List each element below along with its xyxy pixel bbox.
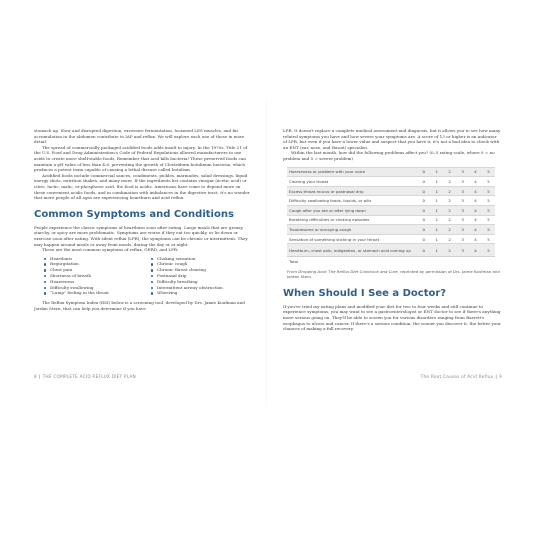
symptom-question: Difficulty swallowing foods, liquids, or pills [287,196,417,206]
page-number: 8 [34,375,37,380]
symptom-item: Regurgitation [44,261,145,267]
rating-value: 0 [417,205,430,215]
credit-source: From Dropping Acid: The Reflux Diet Cookbook and Cure, [287,268,400,274]
rating-value: 4 [469,234,482,244]
rating-value: 3 [456,186,469,196]
rating-value: 3 [456,215,469,225]
rating-value: 2 [443,205,456,215]
paragraph: stomach up. Slow and disrupted digestion, excessive fermentation, loosened LES muscles, and fat accumulation in the abdomen contribute to IAP and reflux. We will explore each one of those in more detail. [34,128,245,145]
rating-value: 1 [430,177,443,187]
right-footer [421,375,502,380]
rating-value: 5 [482,186,495,196]
symptom-item: Chronic cough [151,261,252,267]
total-label: Total [287,257,495,266]
rating-value: 1 [430,196,443,206]
paragraph: The spread of commercially packaged acidified foods adds insult to injury. In the 1970s, Title 21 of the U.S. Food and Drug Administration's Code of Federal Regulations allowed manufacturers to use acids to create more shelf-stable foods. Remember that acid kills bacteria! These preserved foods can maintain a pH value of less than 4.6, preventing the growth of Clostridium botulinum bacteria, which produces a potent toxin capable of causing a lethal disease called botulism. [34,144,248,173]
symptom-item: Heartburn [44,256,145,262]
rating-value: 5 [482,234,495,244]
rating-value: 5 [482,244,495,257]
rating-value: 0 [417,215,430,225]
rating-value: 1 [430,225,443,235]
rating-value: 3 [456,196,469,206]
rating-value: 2 [443,225,456,235]
rating-value: 4 [469,205,482,215]
symptom-item: Choking sensation [151,256,252,262]
rating-value: 0 [417,234,430,244]
table-row [287,177,495,187]
symptom-item: Chronic throat clearing [151,267,252,273]
section-heading: Common Symptoms and Conditions [34,208,234,220]
running-title: The Root Causes of Acid Reflux [420,375,494,380]
rating-value: 2 [443,215,456,225]
table-row [287,186,495,196]
rating-value: 0 [417,167,430,177]
rating-value: 4 [469,225,482,235]
table-total-row [287,257,495,266]
rating-value: 1 [430,234,443,244]
symptom-question: Excess throat mucus or postnasal drip [287,186,417,196]
table-row [287,215,495,225]
table-row [287,225,495,235]
rating-value: 2 [443,196,456,206]
symptom-item: Postnasal drip [151,273,252,279]
rating-value: 1 [430,167,443,177]
table-row [287,234,495,244]
symptom-item: Shortness of breath [44,273,145,279]
rating-value: 2 [443,167,456,177]
symptom-question: Breathing difficulties or choking episodes [287,215,417,225]
rating-value: 0 [417,177,430,187]
rating-value: 2 [443,234,456,244]
rating-value: 4 [469,244,482,257]
paragraph: LPR. It doesn't replace a complete medical assessment and diagnosis, but it allows you to see how many related symptoms you have and how severe your symptoms are. A score of 13 or higher is an indicator of LPR, but even if you have a lower value and suspect that you have it, it's not a bad idea to check with an ENT (ear, nose, and throat) specialist. [283,128,501,150]
rating-value: 3 [456,225,469,235]
symptom-question: Hoarseness or problem with your voice [287,167,417,177]
paragraph: Within the last month, how did the following problems affect you? (0–5 rating scale, where 0 = no problem and 5 = severe problem) [283,150,495,161]
reflux-symptom-index-table [287,167,495,266]
paragraph: People experience the classic symptoms of heartburn soon after eating. Large meals that are greasy, starchy, or spicy are more problematic. Symptoms are worse if they eat too quickly, or lie down or exercise soon after eating. With silent reflux (LPR), the symptoms can be chronic or intermittent. They may happen around meals or away from meals, during the day or at night. [34,224,248,247]
page-number: 9 [499,375,502,380]
rating-value: 0 [417,244,430,257]
table-row [287,244,495,257]
symptom-item: Hoarseness [44,279,145,285]
rating-value: 1 [430,215,443,225]
symptom-question: Heartburn, chest pain, indigestion, or stomach acid coming up [287,244,417,257]
symptom-item: Wheezing [151,290,252,296]
paragraph: The Reflux Symptom Index (RSI) below is a screening tool, developed by Drs. Jamie Koufman and Jordan Stern, that can help you determine if you have [34,300,245,311]
symptom-question: Clearing your throat [287,177,417,187]
paragraph: These are the most common symptoms of reflux, GERD, and LPR: [42,247,179,253]
rating-value: 5 [482,225,495,235]
rating-value: 5 [482,196,495,206]
symptom-item: Difficulty swallowing [44,285,145,291]
rating-value: 4 [469,186,482,196]
left-page [34,128,252,311]
paragraph: If you've tried my eating plans and modified your diet for two to four weeks and still continue to experience symptoms, you may want to see a gastroenterologist or ENT doctor to see if there's anything more serious going on. They'll be able to screen you for various disorders ranging from Barrett's esophagus to ulcers and cancer. If there's a serious condition, the sooner you discover it, the better your chances of making a full recovery. [283,303,501,332]
footer-separator: | [38,375,41,380]
rating-value: 1 [430,205,443,215]
rating-value: 3 [456,177,469,187]
symptom-item: “Lump” feeling in the throat [44,290,145,296]
right-page [283,128,501,332]
rating-value: 4 [469,215,482,225]
rating-value: 4 [469,177,482,187]
rating-value: 5 [482,177,495,187]
rating-value: 1 [430,186,443,196]
table-row [287,196,495,206]
symptom-item: Chest pain [44,267,145,273]
symptom-list [44,256,252,297]
rating-value: 0 [417,196,430,206]
rating-value: 5 [482,167,495,177]
rating-value: 2 [443,186,456,196]
rating-value: 4 [469,196,482,206]
rating-value: 5 [482,205,495,215]
symptom-question: Cough after you ate or after lying down [287,205,417,215]
rating-value: 4 [469,167,482,177]
symptom-item: Intermittent airway obstruction [151,285,252,291]
rating-value: 0 [417,225,430,235]
running-title: THE COMPLETE ACID REFLUX DIET PLAN [42,375,136,380]
rating-value: 5 [482,215,495,225]
rating-value: 1 [430,244,443,257]
table-row [287,205,495,215]
page-gutter [266,100,267,405]
rating-value: 3 [456,167,469,177]
rating-value: 2 [443,244,456,257]
paragraph: Acidified foods include commercial sauces, condiments, pickles, marinades, salad dressings, liquid energy shots, nutrition shakes, and many more. If the ingredients list contains vinegar (acetic acid) or citric, lactic, malic, or phosphoric acid, the food is acidic. Americans have come to depend more on these convenient acidic foods, and in combination with imbalances in the digestive tract, it's no wonder that more people of all ages are experiencing heartburn and acid reflux. [34,172,250,201]
credit-rest: reprinted by permission of Drs. Jamie Koufman and Jordan Stern. [287,268,500,280]
symptom-question: Sensation of something sticking in your throat [287,234,417,244]
footer-separator: | [495,375,498,380]
rating-value: 0 [417,186,430,196]
rating-value: 3 [456,244,469,257]
rating-value: 3 [456,205,469,215]
left-footer [34,375,136,380]
rating-value: 3 [456,234,469,244]
table-row [287,167,495,177]
table-credit [287,269,501,280]
section-heading: When Should I See a Doctor? [283,287,447,299]
rating-value: 2 [443,177,456,187]
symptom-item: Difficulty breathing [151,279,252,285]
symptom-question: Troublesome or annoying cough [287,225,417,235]
